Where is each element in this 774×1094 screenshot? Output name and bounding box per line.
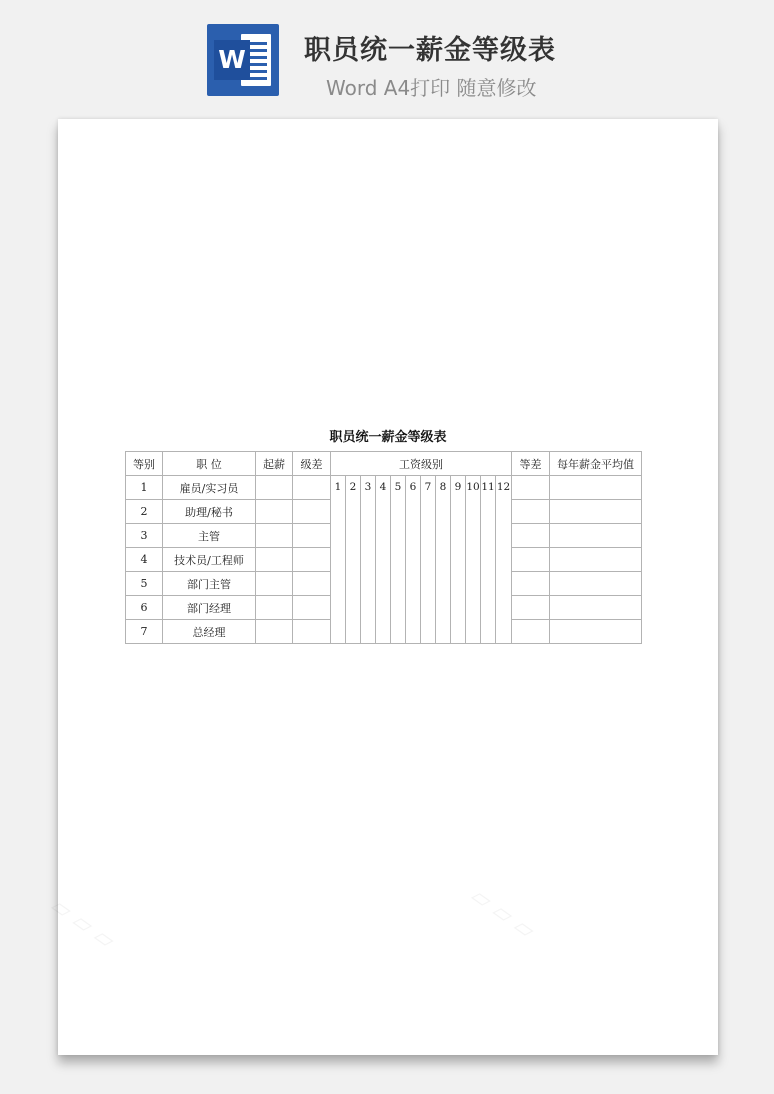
grade-cell: 6: [126, 596, 163, 620]
position-cell: 部门经理: [163, 596, 256, 620]
grade-cell: 4: [126, 548, 163, 572]
step-cell: [293, 500, 331, 524]
salary-grade-table: [125, 451, 642, 644]
level-cell: 10: [466, 476, 481, 644]
document-page: [58, 119, 718, 1055]
level-cell: 2: [346, 476, 361, 644]
level-cell: 4: [376, 476, 391, 644]
level-cell: 6: [406, 476, 421, 644]
word-icon-letter: W: [214, 40, 250, 80]
level-cell: 5: [391, 476, 406, 644]
level-cell: 1: [331, 476, 346, 644]
step-cell: [293, 548, 331, 572]
position-cell: 技术员/工程师: [163, 548, 256, 572]
watermark: [466, 881, 540, 944]
difference-cell: [512, 476, 550, 500]
start-salary-cell: [256, 476, 293, 500]
header-cell-grade: 等别: [126, 452, 163, 476]
step-cell: [293, 476, 331, 500]
header-title: 职员统一薪金等级表: [304, 35, 556, 66]
table-header-row: [126, 452, 642, 476]
position-cell: 总经理: [163, 620, 256, 644]
difference-cell: [512, 596, 550, 620]
start-salary-cell: [256, 500, 293, 524]
table-row: [126, 476, 642, 500]
document-title: 职员统一薪金等级表: [329, 430, 447, 445]
level-cell: 12: [496, 476, 512, 644]
position-cell: 雇员/实习员: [163, 476, 256, 500]
avg-annual-cell: [550, 500, 642, 524]
grade-cell: 2: [126, 500, 163, 524]
avg-annual-cell: [550, 548, 642, 572]
start-salary-cell: [256, 524, 293, 548]
header-cell-salary-levels: 工资级别: [331, 452, 512, 476]
start-salary-cell: [256, 596, 293, 620]
watermark: [46, 891, 120, 954]
header-cell-difference: 等差: [512, 452, 550, 476]
step-cell: [293, 620, 331, 644]
level-cell: 11: [481, 476, 496, 644]
start-salary-cell: [256, 572, 293, 596]
grade-cell: 7: [126, 620, 163, 644]
level-cell: 8: [436, 476, 451, 644]
level-cell: 7: [421, 476, 436, 644]
avg-annual-cell: [550, 476, 642, 500]
header-cell-start-salary: 起薪: [256, 452, 293, 476]
difference-cell: [512, 548, 550, 572]
header-cell-avg-annual: 每年薪金平均值: [550, 452, 642, 476]
position-cell: 助理/秘书: [163, 500, 256, 524]
header: [0, 0, 774, 110]
start-salary-cell: [256, 620, 293, 644]
avg-annual-cell: [550, 596, 642, 620]
word-icon: [207, 24, 279, 96]
difference-cell: [512, 500, 550, 524]
difference-cell: [512, 572, 550, 596]
position-cell: 部门主管: [163, 572, 256, 596]
step-cell: [293, 572, 331, 596]
start-salary-cell: [256, 548, 293, 572]
grade-cell: 1: [126, 476, 163, 500]
step-cell: [293, 524, 331, 548]
position-cell: 主管: [163, 524, 256, 548]
level-cell: 9: [451, 476, 466, 644]
header-subtitle: Word A4打印 随意修改: [326, 76, 537, 100]
avg-annual-cell: [550, 620, 642, 644]
header-cell-step: 级差: [293, 452, 331, 476]
avg-annual-cell: [550, 572, 642, 596]
step-cell: [293, 596, 331, 620]
grade-cell: 3: [126, 524, 163, 548]
grade-cell: 5: [126, 572, 163, 596]
avg-annual-cell: [550, 524, 642, 548]
level-cell: 3: [361, 476, 376, 644]
difference-cell: [512, 620, 550, 644]
header-cell-position: 职 位: [163, 452, 256, 476]
difference-cell: [512, 524, 550, 548]
